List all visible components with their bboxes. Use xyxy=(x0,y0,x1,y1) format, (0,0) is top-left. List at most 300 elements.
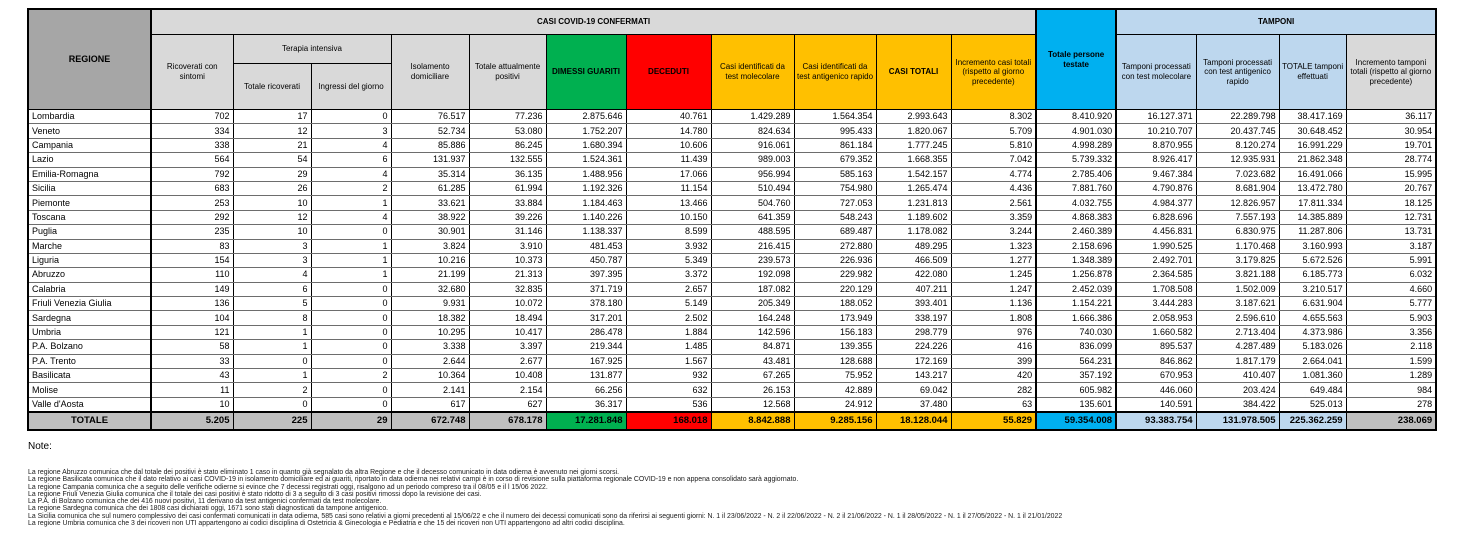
value-cell: 15.995 xyxy=(1346,167,1436,181)
value-cell: 1.184.463 xyxy=(546,196,626,210)
value-cell: 1.488.956 xyxy=(546,167,626,181)
value-cell: 1 xyxy=(233,369,311,383)
value-cell: 3.356 xyxy=(1346,325,1436,339)
value-cell: 5.739.332 xyxy=(1036,153,1116,167)
value-cell: 5.149 xyxy=(626,297,711,311)
value-cell: 399 xyxy=(951,354,1036,368)
value-cell: 754.980 xyxy=(794,181,876,195)
value-cell: 10.150 xyxy=(626,210,711,224)
column-header-ti-totale-ricoverati: Totale ricoverati xyxy=(233,64,311,110)
value-cell: 35.314 xyxy=(391,167,469,181)
value-cell: 11.154 xyxy=(626,181,711,195)
value-cell: 2.785.406 xyxy=(1036,167,1116,181)
value-cell: 727.053 xyxy=(794,196,876,210)
table-header xyxy=(28,9,1436,110)
value-cell: 2.993.643 xyxy=(876,110,951,124)
value-cell: 104 xyxy=(151,311,233,325)
group-header-tamponi: TAMPONI xyxy=(1116,9,1436,35)
table-row xyxy=(28,124,1436,138)
value-cell: 2.452.039 xyxy=(1036,282,1116,296)
value-cell: 2.158.696 xyxy=(1036,239,1116,253)
value-cell: 3.359 xyxy=(951,210,1036,224)
region-name-cell: P.A. Trento xyxy=(28,354,151,368)
value-cell: 1.524.361 xyxy=(546,153,626,167)
value-cell: 11.439 xyxy=(626,153,711,167)
value-cell: 38.922 xyxy=(391,210,469,224)
value-cell: 3 xyxy=(311,124,391,138)
value-cell: 12.568 xyxy=(711,397,794,411)
value-cell: 1.567 xyxy=(626,354,711,368)
value-cell: 3.187.621 xyxy=(1196,297,1279,311)
region-name-cell: Abruzzo xyxy=(28,268,151,282)
value-cell: 1.277 xyxy=(951,253,1036,267)
value-cell: 5.777 xyxy=(1346,297,1436,311)
value-cell: 131.877 xyxy=(546,369,626,383)
value-cell: 0 xyxy=(311,383,391,397)
value-cell: 488.595 xyxy=(711,225,794,239)
total-value-cell: 9.285.156 xyxy=(794,412,876,431)
value-cell: 2.492.701 xyxy=(1116,253,1196,267)
value-cell: 2.713.404 xyxy=(1196,325,1279,339)
value-cell: 3 xyxy=(233,239,311,253)
value-cell: 2 xyxy=(311,181,391,195)
value-cell: 3.397 xyxy=(469,340,546,354)
value-cell: 2.058.953 xyxy=(1116,311,1196,325)
value-cell: 26.153 xyxy=(711,383,794,397)
value-cell: 338 xyxy=(151,138,233,152)
region-name-cell: Sardegna xyxy=(28,311,151,325)
value-cell: 12.935.931 xyxy=(1196,153,1279,167)
value-cell: 1.752.207 xyxy=(546,124,626,138)
value-cell: 916.061 xyxy=(711,138,794,152)
value-cell: 2.664.041 xyxy=(1279,354,1346,368)
value-cell: 1.820.067 xyxy=(876,124,951,138)
total-value-cell: 17.281.848 xyxy=(546,412,626,431)
value-cell: 20.767 xyxy=(1346,181,1436,195)
value-cell: 139.355 xyxy=(794,340,876,354)
note-bolzano: La P.A. di Bolzano comunica che dei 416 nuovi positivi, 11 derivano da test antigenici confermati da test molecolare. xyxy=(28,498,382,506)
value-cell: 13.466 xyxy=(626,196,711,210)
value-cell: 4.660 xyxy=(1346,282,1436,296)
value-cell: 1.564.354 xyxy=(794,110,876,124)
value-cell: 1.990.525 xyxy=(1116,239,1196,253)
value-cell: 187.082 xyxy=(711,282,794,296)
value-cell: 8.120.274 xyxy=(1196,138,1279,152)
value-cell: 4.984.377 xyxy=(1116,196,1196,210)
value-cell: 1.680.394 xyxy=(546,138,626,152)
value-cell: 10.072 xyxy=(469,297,546,311)
value-cell: 1.884 xyxy=(626,325,711,339)
value-cell: 3.244 xyxy=(951,225,1036,239)
column-header-tamponi-test-antigenico: Tamponi processati con test antigenico rapido xyxy=(1196,35,1279,110)
value-cell: 54 xyxy=(233,153,311,167)
note-sicilia: La Sicilia comunica che sul numero complessivo dei casi confermati comunicati in data odierna, 585 casi sono relativi a giorni precedenti al 15/06/22 e che il numero dei decessi comunicati sono da riferirsi ai seguenti giorni: N. 1 il 23/06/2022 - N. 2 il 22/06/2022 - N. 2 il 21/06/2022 - N. 1 il 28/05/2022 - N. 1 il 27/05/2022 - N. 1 il 21/01/2022 xyxy=(28,512,1063,520)
value-cell: 397.395 xyxy=(546,268,626,282)
value-cell: 154 xyxy=(151,253,233,267)
value-cell: 10.373 xyxy=(469,253,546,267)
value-cell: 5.810 xyxy=(951,138,1036,152)
value-cell: 30.901 xyxy=(391,225,469,239)
value-cell: 976 xyxy=(951,325,1036,339)
value-cell: 32.835 xyxy=(469,282,546,296)
region-name-cell: Liguria xyxy=(28,253,151,267)
value-cell: 2 xyxy=(233,383,311,397)
value-cell: 224.226 xyxy=(876,340,951,354)
value-cell: 1.170.468 xyxy=(1196,239,1279,253)
value-cell: 792 xyxy=(151,167,233,181)
value-cell: 216.415 xyxy=(711,239,794,253)
value-cell: 31.146 xyxy=(469,225,546,239)
value-cell: 564 xyxy=(151,153,233,167)
value-cell: 16.491.066 xyxy=(1279,167,1346,181)
value-cell: 1.136 xyxy=(951,297,1036,311)
region-name-cell: Toscana xyxy=(28,210,151,224)
value-cell: 641.359 xyxy=(711,210,794,224)
value-cell: 3.187 xyxy=(1346,239,1436,253)
column-header-ricoverati-con-sintomi: Ricoverati con sintomi xyxy=(151,35,233,110)
value-cell: 4.373.986 xyxy=(1279,325,1346,339)
value-cell: 84.871 xyxy=(711,340,794,354)
value-cell: 2.644 xyxy=(391,354,469,368)
notes-title: Note: xyxy=(28,441,52,452)
value-cell: 4.456.831 xyxy=(1116,225,1196,239)
value-cell: 226.936 xyxy=(794,253,876,267)
value-cell: 1.808 xyxy=(951,311,1036,325)
value-cell: 1 xyxy=(311,268,391,282)
value-cell: 30.954 xyxy=(1346,124,1436,138)
value-cell: 1.265.474 xyxy=(876,181,951,195)
value-cell: 861.184 xyxy=(794,138,876,152)
value-cell: 298.779 xyxy=(876,325,951,339)
value-cell: 683 xyxy=(151,181,233,195)
region-name-cell: Calabria xyxy=(28,282,151,296)
value-cell: 536 xyxy=(626,397,711,411)
value-cell: 1 xyxy=(311,196,391,210)
region-name-cell: Veneto xyxy=(28,124,151,138)
value-cell: 53.080 xyxy=(469,124,546,138)
region-name-cell: Lombardia xyxy=(28,110,151,124)
value-cell: 2.502 xyxy=(626,311,711,325)
value-cell: 3.821.188 xyxy=(1196,268,1279,282)
value-cell: 1.323 xyxy=(951,239,1036,253)
value-cell: 384.422 xyxy=(1196,397,1279,411)
value-cell: 525.013 xyxy=(1279,397,1346,411)
value-cell: 548.243 xyxy=(794,210,876,224)
value-cell: 2.596.610 xyxy=(1196,311,1279,325)
value-cell: 1.289 xyxy=(1346,369,1436,383)
table-row xyxy=(28,110,1436,124)
value-cell: 282 xyxy=(951,383,1036,397)
note-campania: La regione Campania comunica che a seguito delle verifiche odierne si evince che 7 decessi registrati oggi, risalgono ad un periodo compreso tra il 08/05 e il l 15/06 2022. xyxy=(28,483,548,491)
value-cell: 52.734 xyxy=(391,124,469,138)
value-cell: 3 xyxy=(233,253,311,267)
value-cell: 989.003 xyxy=(711,153,794,167)
value-cell: 7.557.193 xyxy=(1196,210,1279,224)
value-cell: 585.163 xyxy=(794,167,876,181)
value-cell: 649.484 xyxy=(1279,383,1346,397)
value-cell: 12.731 xyxy=(1346,210,1436,224)
value-cell: 4 xyxy=(311,167,391,181)
column-header-regione: REGIONE xyxy=(28,9,151,110)
value-cell: 1.429.289 xyxy=(711,110,794,124)
value-cell: 605.982 xyxy=(1036,383,1116,397)
value-cell: 0 xyxy=(233,397,311,411)
value-cell: 67.265 xyxy=(711,369,794,383)
value-cell: 219.344 xyxy=(546,340,626,354)
value-cell: 28.774 xyxy=(1346,153,1436,167)
value-cell: 229.982 xyxy=(794,268,876,282)
table-row xyxy=(28,225,1436,239)
table-row xyxy=(28,383,1436,397)
column-header-totale-attualmente-positivi: Totale attualmente positivi xyxy=(469,35,546,110)
value-cell: 2.657 xyxy=(626,282,711,296)
value-cell: 10.417 xyxy=(469,325,546,339)
note-basilicata: La regione Basilicata comunica che il dato relativo ai casi COVID-19 in isolamento domiciliare ed ai guariti, riportato in data odierna nei relativi campi è in corso di revisione sulla piattaforma regionale COVID-19 e non appena consolidato sarà aggiornato. xyxy=(28,476,799,484)
value-cell: 1.256.878 xyxy=(1036,268,1116,282)
value-cell: 10.408 xyxy=(469,369,546,383)
value-cell: 24.912 xyxy=(794,397,876,411)
total-value-cell: 672.748 xyxy=(391,412,469,431)
value-cell: 205.349 xyxy=(711,297,794,311)
value-cell: 4 xyxy=(311,138,391,152)
value-cell: 20.437.745 xyxy=(1196,124,1279,138)
value-cell: 21.199 xyxy=(391,268,469,282)
value-cell: 334 xyxy=(151,124,233,138)
value-cell: 617 xyxy=(391,397,469,411)
value-cell: 8.302 xyxy=(951,110,1036,124)
total-value-cell: 225 xyxy=(233,412,311,431)
column-header-casi-totali: CASI TOTALI xyxy=(876,35,951,110)
value-cell: 6.631.904 xyxy=(1279,297,1346,311)
value-cell: 4.287.489 xyxy=(1196,340,1279,354)
column-header-totale-persone-testate: Totale persone testate xyxy=(1036,9,1116,110)
value-cell: 824.634 xyxy=(711,124,794,138)
value-cell: 12.826.957 xyxy=(1196,196,1279,210)
value-cell: 29 xyxy=(233,167,311,181)
table-row xyxy=(28,340,1436,354)
value-cell: 357.192 xyxy=(1036,369,1116,383)
value-cell: 22.289.798 xyxy=(1196,110,1279,124)
value-cell: 4.868.383 xyxy=(1036,210,1116,224)
value-cell: 10 xyxy=(233,196,311,210)
value-cell: 689.487 xyxy=(794,225,876,239)
total-value-cell: 59.354.008 xyxy=(1036,412,1116,431)
value-cell: 33.621 xyxy=(391,196,469,210)
value-cell: 17.066 xyxy=(626,167,711,181)
value-cell: 995.433 xyxy=(794,124,876,138)
value-cell: 36.117 xyxy=(1346,110,1436,124)
value-cell: 1 xyxy=(311,239,391,253)
value-cell: 16.991.229 xyxy=(1279,138,1346,152)
value-cell: 3.179.825 xyxy=(1196,253,1279,267)
value-cell: 0 xyxy=(311,311,391,325)
region-name-cell: Valle d'Aosta xyxy=(28,397,151,411)
value-cell: 10.210.707 xyxy=(1116,124,1196,138)
value-cell: 1.485 xyxy=(626,340,711,354)
total-value-cell: 225.362.259 xyxy=(1279,412,1346,431)
region-name-cell: Friuli Venezia Giulia xyxy=(28,297,151,311)
region-name-cell: Lazio xyxy=(28,153,151,167)
value-cell: 128.688 xyxy=(794,354,876,368)
region-name-cell: Sicilia xyxy=(28,181,151,195)
value-cell: 14.780 xyxy=(626,124,711,138)
value-cell: 36.317 xyxy=(546,397,626,411)
value-cell: 3.338 xyxy=(391,340,469,354)
value-cell: 0 xyxy=(311,110,391,124)
column-header-isolamento-domiciliare: Isolamento domiciliare xyxy=(391,35,469,110)
value-cell: 86.245 xyxy=(469,138,546,152)
table-row xyxy=(28,297,1436,311)
value-cell: 14.385.889 xyxy=(1279,210,1346,224)
value-cell: 3.910 xyxy=(469,239,546,253)
total-value-cell: 131.978.505 xyxy=(1196,412,1279,431)
value-cell: 3.160.993 xyxy=(1279,239,1346,253)
table-row xyxy=(28,138,1436,152)
value-cell: 2.460.389 xyxy=(1036,225,1116,239)
value-cell: 188.052 xyxy=(794,297,876,311)
value-cell: 11.287.806 xyxy=(1279,225,1346,239)
value-cell: 4.436 xyxy=(951,181,1036,195)
value-cell: 9.931 xyxy=(391,297,469,311)
value-cell: 26 xyxy=(233,181,311,195)
value-cell: 5 xyxy=(233,297,311,311)
value-cell: 0 xyxy=(233,354,311,368)
value-cell: 1.660.582 xyxy=(1116,325,1196,339)
value-cell: 7.042 xyxy=(951,153,1036,167)
value-cell: 1.138.337 xyxy=(546,225,626,239)
column-header-incremento-casi-totali: Incremento casi totali (rispetto al giorno precedente) xyxy=(951,35,1036,110)
value-cell: 4 xyxy=(311,210,391,224)
value-cell: 489.295 xyxy=(876,239,951,253)
table-row xyxy=(28,369,1436,383)
value-cell: 5.903 xyxy=(1346,311,1436,325)
value-cell: 393.401 xyxy=(876,297,951,311)
value-cell: 0 xyxy=(311,325,391,339)
value-cell: 156.183 xyxy=(794,325,876,339)
value-cell: 38.417.169 xyxy=(1279,110,1346,124)
value-cell: 632 xyxy=(626,383,711,397)
value-cell: 76.517 xyxy=(391,110,469,124)
column-header-totale-tamponi: TOTALE tamponi effettuati xyxy=(1279,35,1346,110)
column-header-ti-ingressi-del-giorno: Ingressi del giorno xyxy=(311,64,391,110)
value-cell: 4.998.289 xyxy=(1036,138,1116,152)
value-cell: 2.154 xyxy=(469,383,546,397)
value-cell: 2.875.646 xyxy=(546,110,626,124)
total-row xyxy=(28,412,1436,431)
value-cell: 13.731 xyxy=(1346,225,1436,239)
value-cell: 278 xyxy=(1346,397,1436,411)
total-value-cell: 93.383.754 xyxy=(1116,412,1196,431)
value-cell: 2.364.585 xyxy=(1116,268,1196,282)
value-cell: 69.042 xyxy=(876,383,951,397)
value-cell: 5.183.026 xyxy=(1279,340,1346,354)
value-cell: 3.372 xyxy=(626,268,711,282)
value-cell: 0 xyxy=(311,297,391,311)
value-cell: 317.201 xyxy=(546,311,626,325)
value-cell: 416 xyxy=(951,340,1036,354)
value-cell: 4.655.563 xyxy=(1279,311,1346,325)
value-cell: 6.828.696 xyxy=(1116,210,1196,224)
value-cell: 30.648.452 xyxy=(1279,124,1346,138)
value-cell: 6.032 xyxy=(1346,268,1436,282)
table-row xyxy=(28,354,1436,368)
value-cell: 1.189.602 xyxy=(876,210,951,224)
region-name-cell: Umbria xyxy=(28,325,151,339)
value-cell: 1 xyxy=(233,340,311,354)
value-cell: 1.502.009 xyxy=(1196,282,1279,296)
value-cell: 1.247 xyxy=(951,282,1036,296)
value-cell: 3.932 xyxy=(626,239,711,253)
value-cell: 7.881.760 xyxy=(1036,181,1116,195)
value-cell: 740.030 xyxy=(1036,325,1116,339)
table-row xyxy=(28,268,1436,282)
region-name-cell: Molise xyxy=(28,383,151,397)
value-cell: 42.889 xyxy=(794,383,876,397)
value-cell: 21.313 xyxy=(469,268,546,282)
value-cell: 420 xyxy=(951,369,1036,383)
value-cell: 6.185.773 xyxy=(1279,268,1346,282)
table-row xyxy=(28,181,1436,195)
value-cell: 17.811.334 xyxy=(1279,196,1346,210)
note-sardegna: La regione Sardegna comunica che dei 1808 casi dichiarati oggi, 1671 sono stati diagnosticati da tampone antigenico. xyxy=(28,505,389,513)
value-cell: 2.677 xyxy=(469,354,546,368)
value-cell: 272.880 xyxy=(794,239,876,253)
value-cell: 504.760 xyxy=(711,196,794,210)
value-cell: 8.926.417 xyxy=(1116,153,1196,167)
table-row xyxy=(28,196,1436,210)
region-name-cell: Piemonte xyxy=(28,196,151,210)
value-cell: 6.830.975 xyxy=(1196,225,1279,239)
value-cell: 3.210.517 xyxy=(1279,282,1346,296)
value-cell: 149 xyxy=(151,282,233,296)
value-cell: 5.672.526 xyxy=(1279,253,1346,267)
total-value-cell: 18.128.044 xyxy=(876,412,951,431)
value-cell: 670.953 xyxy=(1116,369,1196,383)
value-cell: 446.060 xyxy=(1116,383,1196,397)
value-cell: 131.937 xyxy=(391,153,469,167)
value-cell: 4.901.030 xyxy=(1036,124,1116,138)
value-cell: 32.680 xyxy=(391,282,469,296)
table-row xyxy=(28,210,1436,224)
value-cell: 8 xyxy=(233,311,311,325)
value-cell: 58 xyxy=(151,340,233,354)
value-cell: 5.349 xyxy=(626,253,711,267)
value-cell: 1.817.179 xyxy=(1196,354,1279,368)
value-cell: 220.129 xyxy=(794,282,876,296)
region-name-cell: Basilicata xyxy=(28,369,151,383)
value-cell: 1.178.082 xyxy=(876,225,951,239)
value-cell: 1.154.221 xyxy=(1036,297,1116,311)
value-cell: 110 xyxy=(151,268,233,282)
value-cell: 143.217 xyxy=(876,369,951,383)
column-header-casi-test-antigenico: Casi identificati da test antigenico rapido xyxy=(794,35,876,110)
value-cell: 10.295 xyxy=(391,325,469,339)
value-cell: 481.453 xyxy=(546,239,626,253)
value-cell: 5.709 xyxy=(951,124,1036,138)
value-cell: 1.140.226 xyxy=(546,210,626,224)
total-value-cell: 678.178 xyxy=(469,412,546,431)
value-cell: 192.098 xyxy=(711,268,794,282)
value-cell: 39.226 xyxy=(469,210,546,224)
value-cell: 984 xyxy=(1346,383,1436,397)
value-cell: 466.509 xyxy=(876,253,951,267)
value-cell: 4.774 xyxy=(951,167,1036,181)
value-cell: 8.599 xyxy=(626,225,711,239)
value-cell: 1.668.355 xyxy=(876,153,951,167)
value-cell: 679.352 xyxy=(794,153,876,167)
value-cell: 13.472.780 xyxy=(1279,181,1346,195)
value-cell: 16.127.371 xyxy=(1116,110,1196,124)
